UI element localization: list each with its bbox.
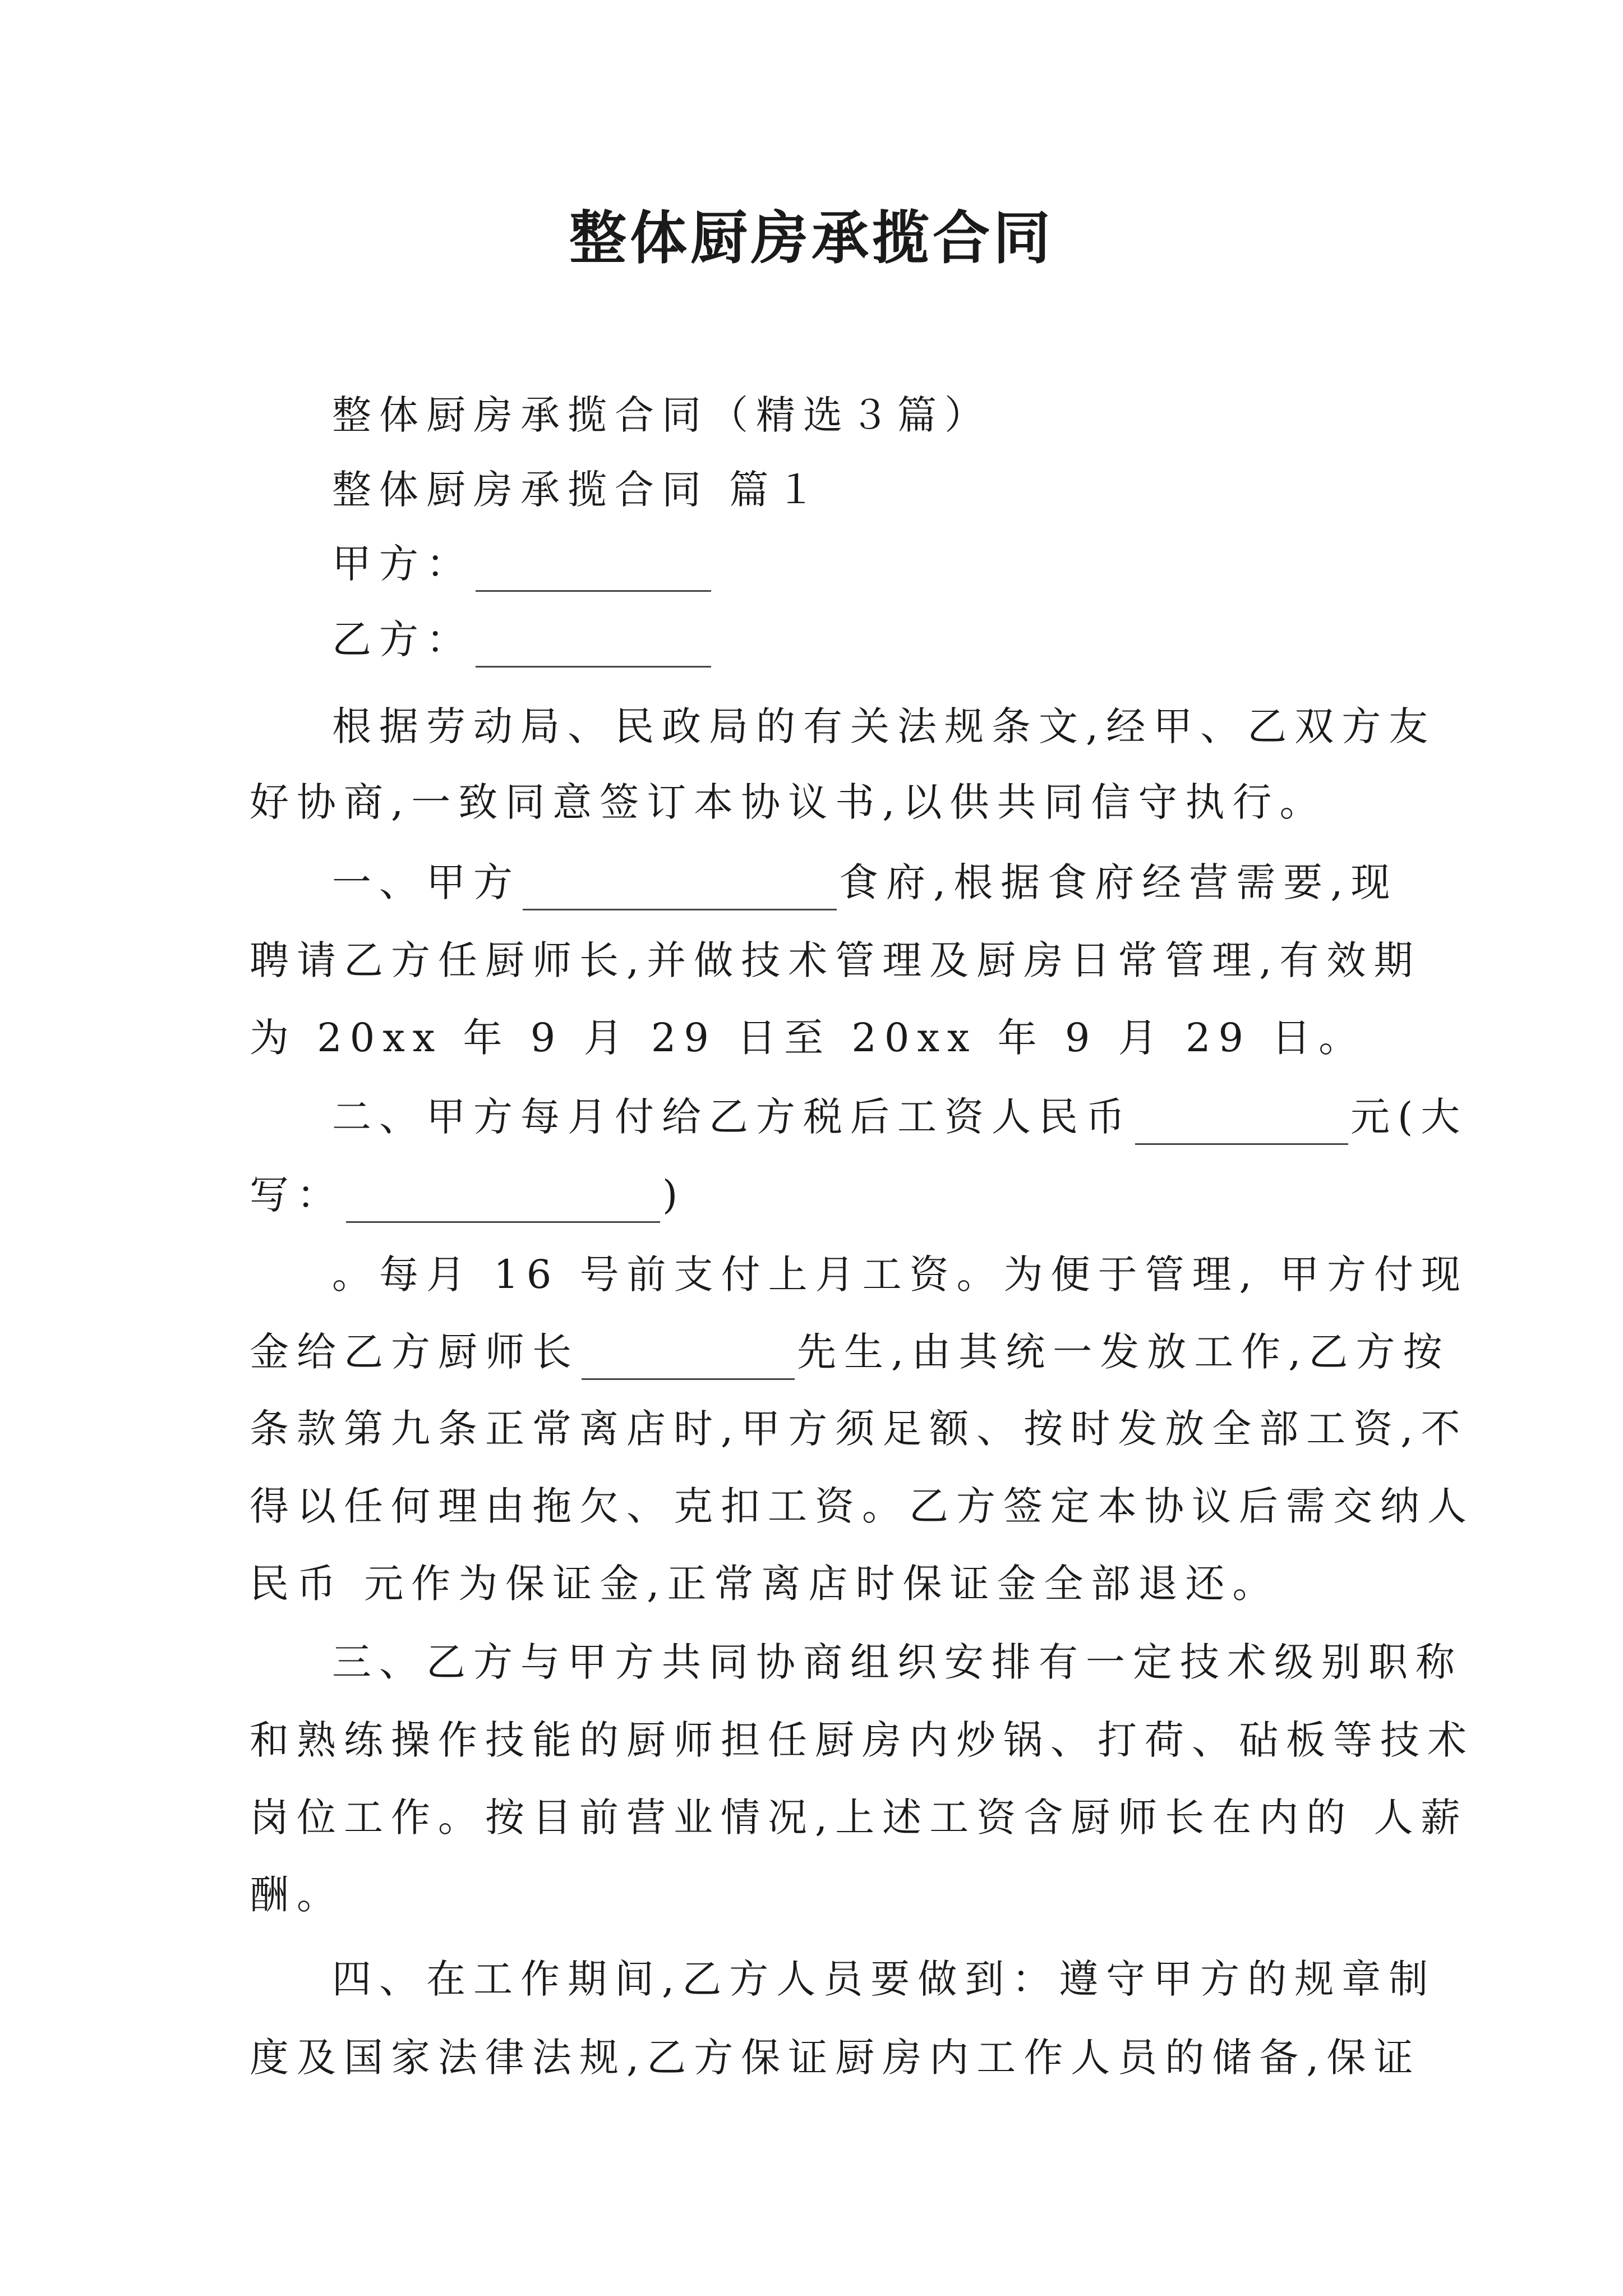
clause-4-line-2: 度及国家法律法规,乙方保证厨房内工作人员的储备,保证 [250,2035,1421,2081]
document-title: 整体厨房承揽合同 [569,205,1054,272]
salary-written-blank [346,1181,660,1223]
clause-2-text-b: 元(大 [1350,1094,1468,1140]
clause-2-line-2 [250,1167,685,1223]
payment-line-3: 条款第九条正常离店时,甲方须足额、按时发放全部工资,不 [250,1406,1468,1452]
clause-3-line-2: 和熟练操作技能的厨师担任厨房内炒锅、打荷、砧板等技术 [250,1717,1474,1763]
intro-line-1: 根据劳动局、民政局的有关法规条文,经甲、乙双方友 [332,703,1436,749]
party-a-blank [476,550,711,592]
section-heading: 整体厨房承揽合同 篇１ [332,467,824,513]
clause-2-text-c: 写： [250,1172,344,1218]
payment-text-b: 先生,由其统一发放工作,乙方按 [797,1329,1450,1375]
clause-3-line-4: 酬。 [250,1872,344,1918]
clause-3-line-1: 三、乙方与甲方共同协商组织安排有一定技术级别职称 [332,1639,1463,1685]
party-a-label: 甲方： [332,541,473,587]
party-b-blank [476,625,711,668]
clause-2-text-d: ) [662,1172,686,1218]
clause-1-text-a: 一、甲方 [332,859,520,905]
payment-line-1: 。每月 16 号前支付上月工资。为便于管理, 甲方付现 [332,1251,1469,1297]
clause-4-line-1: 四、在工作期间,乙方人员要做到：遵守甲方的规章制 [332,1956,1436,2002]
party-b-label: 乙方： [332,616,473,662]
subtitle: 整体厨房承揽合同（精选３篇） [332,392,992,438]
clause-3-line-3: 岗位工作。按目前营业情况,上述工资含厨师长在内的 人薪 [250,1795,1468,1841]
clause-1-line-2: 聘请乙方任厨师长,并做技术管理及厨房日常管理,有效期 [250,937,1421,983]
clause-2-text-a: 二、甲方每月付给乙方税后工资人民币 [332,1094,1133,1140]
salary-amount-blank [1135,1103,1348,1145]
clause-1-line-1 [332,854,1398,910]
intro-line-2: 好协商,一致同意签订本协议书,以供共同信守执行。 [250,779,1327,825]
clause-1-text-b: 食府,根据食府经营需要,现 [839,859,1398,905]
payment-line-4: 得以任何理由拖欠、克扣工资。乙方签定本协议后需交纳人 [250,1483,1474,1529]
payment-text-a: 金给乙方厨师长 [250,1329,579,1375]
party-a-line [332,536,713,592]
payment-line-2 [250,1324,1450,1380]
head-chef-name-blank [582,1338,795,1380]
payment-line-5: 民币 元作为保证金,正常离店时保证金全部退还。 [250,1561,1280,1607]
clause-1-line-3: 为 20xx 年 9 月 29 日至 20xx 年 9 月 29 日。 [250,1015,1366,1061]
restaurant-name-blank [523,868,837,910]
clause-2-line-1 [332,1089,1468,1145]
party-b-line [332,611,713,668]
